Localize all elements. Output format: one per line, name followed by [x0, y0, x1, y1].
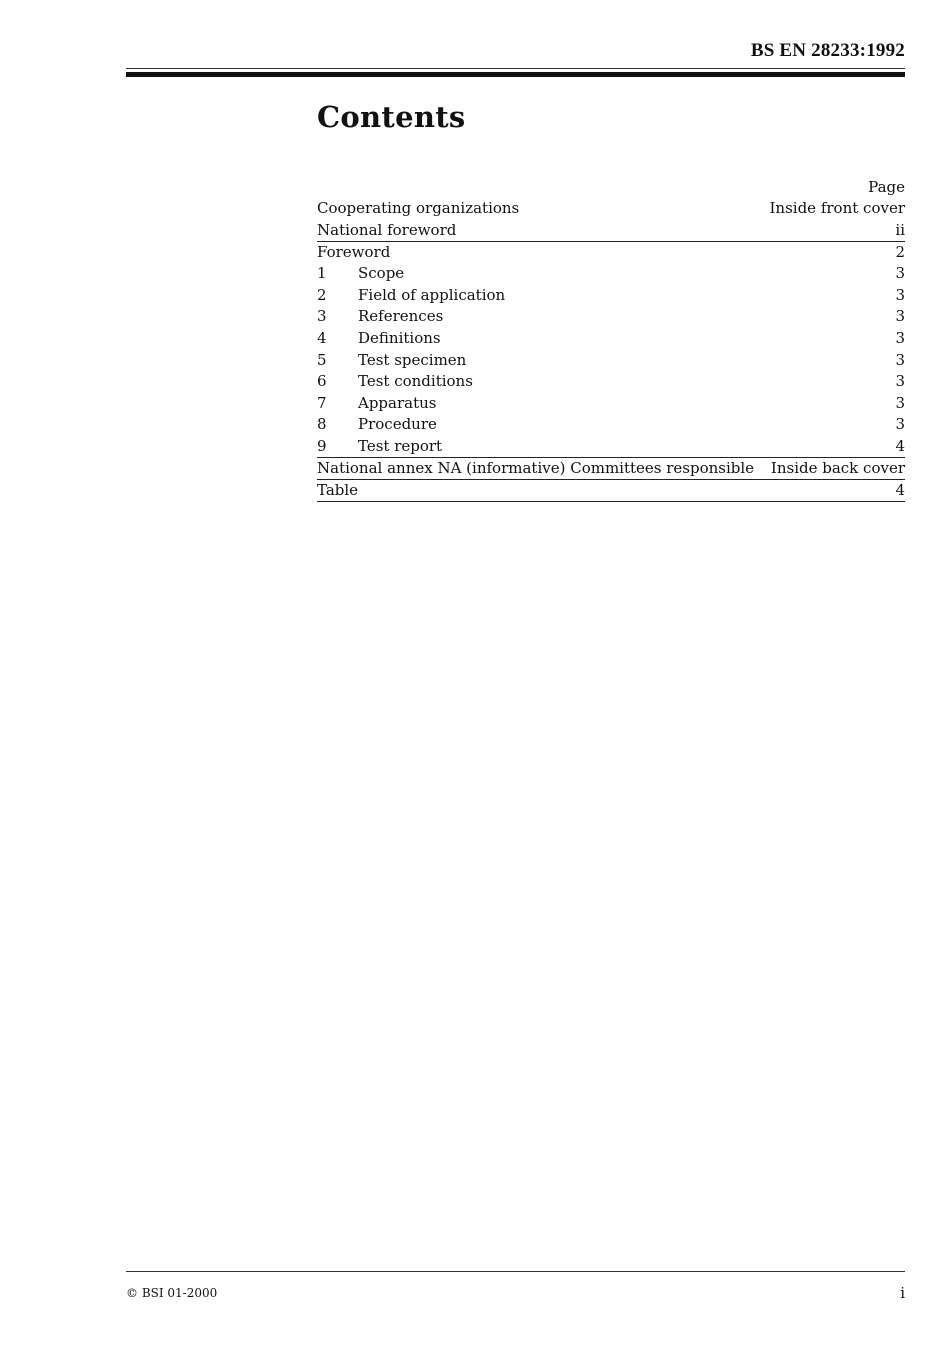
- toc-entry-number: 4: [317, 328, 327, 347]
- toc-entry-number: 1: [317, 264, 327, 283]
- toc-entry-national-annex[interactable]: [317, 458, 905, 480]
- toc-entry-cooperating-organizations[interactable]: [317, 198, 905, 220]
- toc-entry-page: 3: [895, 372, 905, 391]
- toc-entry-title: Test conditions: [358, 372, 473, 391]
- header-thick-rule: [126, 72, 905, 77]
- toc-entry-test-report[interactable]: [317, 436, 905, 458]
- header-thin-rule: [126, 68, 905, 69]
- document-number: BS EN 28233:1992: [750, 40, 905, 61]
- toc-entry-title: Foreword: [317, 242, 391, 261]
- footer-page-number: i: [900, 1284, 905, 1302]
- toc-entry-title: National foreword: [317, 220, 457, 239]
- toc-entry-page: 3: [895, 285, 905, 304]
- toc-entry-title: Scope: [358, 264, 405, 283]
- toc-entry-test-specimen[interactable]: [317, 350, 905, 372]
- toc-entry-title: Cooperating organizations: [317, 199, 520, 217]
- table-of-contents: [317, 176, 905, 502]
- toc-entry-page: 3: [895, 307, 905, 326]
- toc-entry-number: 2: [317, 285, 327, 304]
- toc-entry-page: ii: [895, 220, 905, 239]
- toc-entry-number: 5: [317, 350, 327, 369]
- toc-entry-number: 9: [317, 436, 327, 455]
- toc-entry-page: 4: [895, 480, 905, 499]
- toc-entry-title: Test report: [358, 436, 443, 455]
- toc-page-column-header: Page: [868, 178, 905, 196]
- toc-entry-apparatus[interactable]: [317, 393, 905, 415]
- toc-entry-page: 4: [895, 436, 905, 455]
- toc-entry-page: Inside front cover: [769, 199, 905, 217]
- toc-entry-number: 6: [317, 372, 327, 391]
- toc-entry-national-foreword[interactable]: [317, 220, 905, 242]
- toc-entry-title: Test specimen: [358, 350, 467, 369]
- toc-entry-foreword[interactable]: [317, 242, 905, 264]
- toc-entry-number: 3: [317, 307, 327, 326]
- toc-entry-references[interactable]: [317, 306, 905, 328]
- footer-copyright: © BSI 01-2000: [126, 1286, 218, 1300]
- toc-entry-definitions[interactable]: [317, 328, 905, 350]
- toc-entry-title: Definitions: [358, 328, 441, 347]
- toc-entry-page: 3: [895, 415, 905, 434]
- page-title: Contents: [317, 100, 466, 134]
- toc-entry-scope[interactable]: [317, 263, 905, 285]
- toc-entry-title: National annex NA (informative) Committees responsible: [317, 458, 755, 477]
- toc-entry-number: 7: [317, 393, 327, 412]
- toc-entry-page: 2: [895, 242, 905, 261]
- toc-entry-title: Procedure: [358, 415, 437, 434]
- toc-entry-title: Table: [317, 480, 359, 499]
- toc-entry-title: References: [358, 307, 444, 326]
- toc-entry-page: 3: [895, 264, 905, 283]
- toc-entry-title: Field of application: [358, 285, 506, 304]
- toc-entry-page: 3: [895, 328, 905, 347]
- toc-entry-page: 3: [895, 393, 905, 412]
- toc-entry-page: Inside back cover: [770, 458, 905, 477]
- toc-entry-page: 3: [895, 350, 905, 369]
- toc-entry-field-of-application[interactable]: [317, 285, 905, 307]
- toc-entry-title: Apparatus: [358, 393, 437, 412]
- toc-entry-test-conditions[interactable]: [317, 371, 905, 393]
- toc-entry-number: 8: [317, 415, 327, 434]
- footer-rule: [126, 1271, 905, 1272]
- toc-entry-table[interactable]: [317, 480, 905, 502]
- toc-entry-procedure[interactable]: [317, 414, 905, 436]
